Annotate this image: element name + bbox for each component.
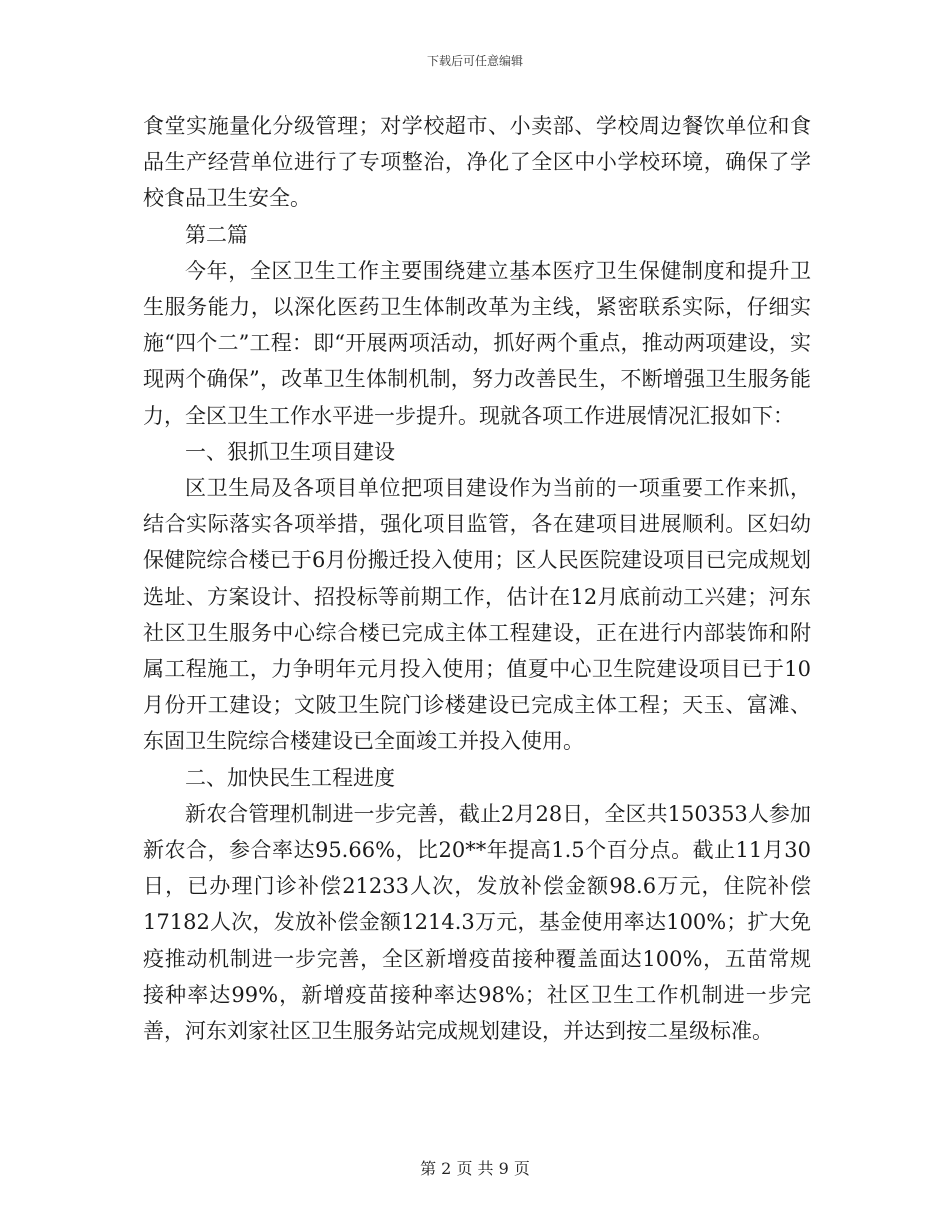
- paragraph-livelihood-projects: 新农合管理机制进一步完善，截止2月28日，全区共150353人参加新农合，参合率达95.66%，比20**年提高1.5个百分点。截止11月30日，已办理门诊补偿21233人次，发放补偿金额98.6万元，住院补偿17182人次，发放补偿金额1214.3万元，基金使用率达100%；扩大免疫推动机制进一步完善，全区新增疫苗接种覆盖面达100%，五苗常规接种率达99%，新增疫苗接种率达98%；社区卫生工作机制进一步完善，河东刘家社区卫生服务站完成规划建设，并达到按二星级标准。: [143, 801, 811, 1044]
- section-title-part-two: 第二篇: [185, 222, 248, 247]
- paragraph-intro: 今年，全区卫生工作主要围绕建立基本医疗卫生保健制度和提升卫生服务能力，以深化医药卫生体制改革为主线，紧密联系实际，仔细实施“四个二”工程：即“开展两项活动，抓好两个重点，推动两项建设，实现两个确保”，改革卫生体制机制，努力改善民生，不断增强卫生服务能力，全区卫生工作水平进一步提升。现就各项工作进展情况汇报如下：: [143, 258, 811, 428]
- paragraph-project-construction: 区卫生局及各项目单位把项目建设作为当前的一项重要工作来抓，结合实际落实各项举措，强化项目监管，各在建项目进展顺利。区妇幼保健院综合楼已于6月份搬迁投入使用；区人民医院建设项目已完成规划选址、方案设计、招投标等前期工作，估计在12月底前动工兴建；河东社区卫生服务中心综合楼已完成主体工程建设，正在进行内部装饰和附属工程施工，力争明年元月投入使用；值夏中心卫生院建设项目已于10月份开工建设；文陂卫生院门诊楼建设已完成主体工程；天玉、富滩、东固卫生院综合楼建设已全面竣工并投入使用。: [143, 476, 811, 754]
- paragraph-continued: 食堂实施量化分级管理；对学校超市、小卖部、学校周边餐饮单位和食品生产经营单位进行了专项整治，净化了全区中小学校环境，确保了学校食品卫生安全。: [143, 114, 811, 211]
- heading-livelihood-projects: 二、加快民生工程进度: [185, 765, 395, 790]
- page-footer: 第 2 页 共 9 页: [420, 1159, 530, 1178]
- document-body: [143, 108, 811, 1049]
- page-header: 下载后可任意编辑: [426, 54, 523, 68]
- heading-project-construction: 一、狠抓卫生项目建设: [185, 439, 395, 464]
